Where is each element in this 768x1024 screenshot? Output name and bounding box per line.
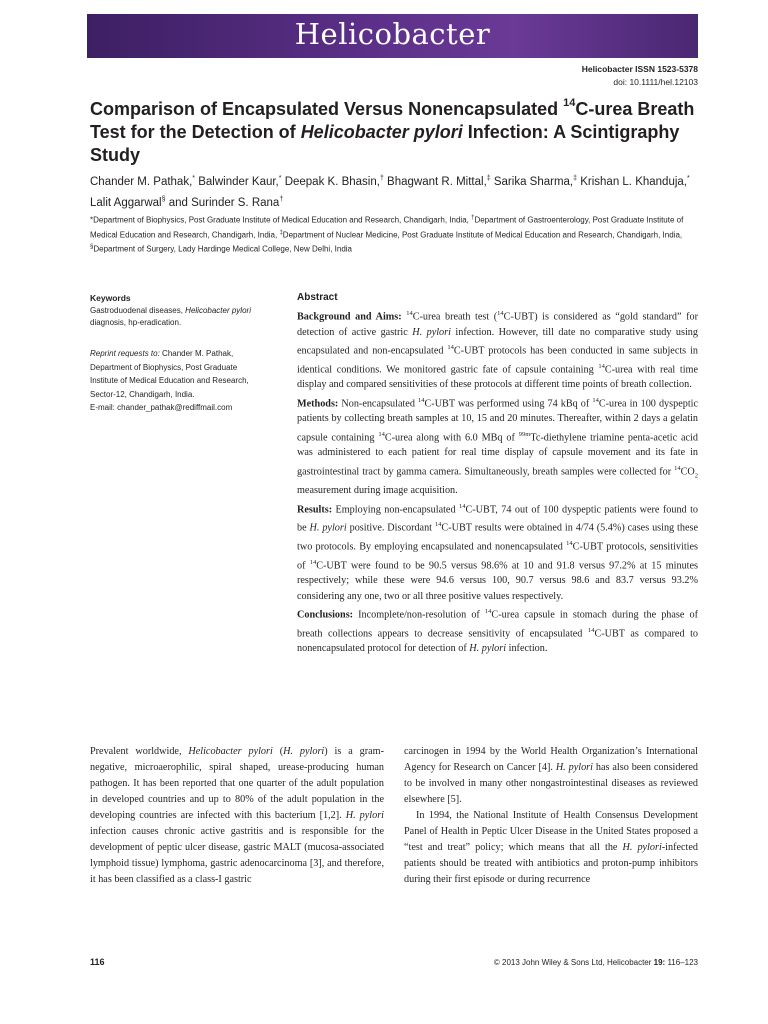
journal-doi[interactable]: doi: 10.1111/hel.12103 bbox=[613, 77, 698, 87]
contact-email[interactable]: E-mail: chander_pathak@rediffmail.com bbox=[90, 403, 233, 412]
abstract-background: Background and Aims: $^{14}$C-urea breath test ($^{14}$C-UBT) is considered as “gold standard” for detection of active gastric H. pylori infection. However, till date no comparative study using encapsulated and non-encapsulated $^{14}$C-UBT protocols has been conducted in same subjects in identical conditions. We monitored gastric fate of capsule containing $^{14}$C-urea with real time display and compared sensitivities of these protocols at different time points of breath collection. bbox=[297, 310, 698, 391]
author-list: Chander M. Pathak,* Balwinder Kaur,* Deepak K. Bhasin,† Bhagwant R. Mittal,‡ Sarika Sharma,‡ Krishan L. Khanduja,* Lalit Aggarwal§ and Surinder S. Rana† bbox=[90, 175, 690, 209]
body-column-right: carcinogen in 1994 by the World Health Organization’s International Agency for Research on Cancer [4]. H. pylori has also been considered to be involved in many other nongastrointestinal diseases as reviewed elsewhere [5]. In 1994, the National Institute of Health Consensus Development Panel of Health in Peptic Ulcer Disease in the United States proposed a “test and treat” policy; which means that all the H. pylori-infected patients should be treated with antibiotics and proton-pump inhibitors during their first episode or during recurrence bbox=[404, 746, 698, 885]
abstract-conclusions: Conclusions: Incomplete/non-resolution of $^{14}$C-urea capsule in stomach during the phase of breath collections appears to decrease sensitivity of encapsulated $^{14}$C-UBT as compared to nonencapsulated protocol for detection of H. pylori infection. bbox=[297, 607, 698, 655]
abstract-heading: Abstract bbox=[297, 292, 338, 303]
copyright-line: © 2013 John Wiley & Sons Ltd, Helicobacter 19: 116–123 bbox=[493, 958, 698, 967]
keywords-heading: Keywords bbox=[90, 293, 131, 303]
affiliations: *Department of Biophysics, Post Graduate Institute of Medical Education and Research, Chandigarh, India, †Department of Gastroenterology, Post Graduate Institute of Medical Education and Research, Chandigarh, India, ‡Department of Nuclear Medicine, Post Graduate Institute of Medical Education and Research, Chandigarh, India, §Department of Surgery, Lady Hardinge Medical College, New Delhi, India bbox=[90, 215, 684, 254]
body-column-left: Prevalent worldwide, Helicobacter pylori (H. pylori) is a gram-negative, microaerophilic, spiral shaped, urease-producing human pathogen. It has been reported that one quarter of the adult population in developed countries and up to 80% of the adult population in the developing countries are infected with this bacterium [1,2]. H. pylori infection causes chronic active gastritis and is responsible for the development of peptic ulcer disease, gastric MALT (mucosa-associated lymphoid tissue) lymphoma, gastric adenocarcinoma [3], and therefore, it has been classified as a class-I gastric bbox=[90, 746, 384, 885]
abstract-results: Results: Employing non-encapsulated $^{14}$C-UBT, 74 out of 100 dyspeptic patients were found to be H. pylori positive. Discordant $^{14}$C-UBT results were obtained in 4/74 (5.4%) cases using these two protocols. By employing encapsulated and nonencapsulated $^{14}$C-UBT protocols, sensitivities of $^{14}$C-UBT were found to be 90.5 versus 98.6% at 10 and 91.8 versus 97.2% at 15 minutes respectively; while these were 94.6 versus 100, 90.7 versus 98.6 and 83.7 versus 93.2% considering any one, two or all three positive values respectively. bbox=[297, 502, 698, 602]
abstract-body bbox=[297, 306, 698, 657]
journal-issn: Helicobacter ISSN 1523-5378 bbox=[581, 64, 698, 74]
article-title: Comparison of Encapsulated Versus Nonencapsulated $^{14}$C-urea Breath Test for the Detection of Helicobacter pylori Infection: A Scintigraphy Study bbox=[90, 97, 695, 165]
keywords-text: Gastroduodenal diseases, Helicobacter pylori diagnosis, hp-eradication. bbox=[90, 306, 251, 327]
reprint-requests: Reprint requests to: Chander M. Pathak, Department of Biophysics, Post Graduate Institute of Medical Education and Research, Sector-12, Chandigarh, India. E-mail: chander_pathak@rediffmail.com bbox=[90, 347, 285, 415]
page-number: 116 bbox=[90, 957, 105, 967]
journal-name: Helicobacter bbox=[294, 17, 491, 51]
abstract-methods: Methods: Non-encapsulated $^{14}$C-UBT was performed using 74 kBq of $^{14}$C-urea in 100 dyspeptic patients by collecting breath samples at 10, 15 and 20 minutes. Thereafter, within 2 days a gelatin capsule containing $^{14}$C-urea along with 6.0 MBq of $^{99m}$Tc-diethylene triamine penta-acetic acid was administered to each patient for real time display of capsule movement and its fate in gastrointestinal tract by gamma camera. Simultaneously, breath samples were collected for $^{14}CO_2$ measurement during image acquisition. bbox=[297, 396, 699, 497]
journal-banner bbox=[87, 14, 698, 58]
